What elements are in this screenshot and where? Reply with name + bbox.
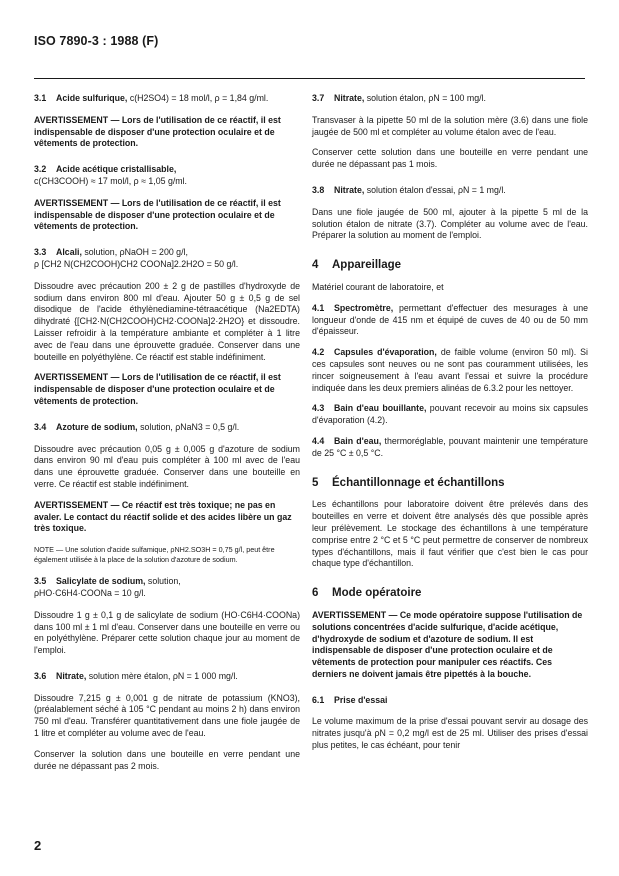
warning-text: AVERTISSEMENT — Lors de l'utilisation de ce réactif, il est indispensable de disposer d'une protection oculaire et de vêtements de protection. (34, 372, 281, 406)
clause-formula: solution étalon d'essai, ρN = 1 mg/l. (366, 184, 506, 195)
clause-formula: solution, (147, 576, 181, 587)
clause-number: 3.3 (34, 247, 47, 258)
section-heading-4 (312, 260, 588, 272)
clause-number: 3.2 (34, 164, 47, 175)
clause-text: pouvant recevoir au moins six capsules d'évaporation (4.2). (312, 403, 588, 426)
clause-title: Nitrate, (334, 93, 365, 103)
left-column (34, 93, 300, 781)
paragraph: Les échantillons pour laboratoire doivent être prélevés dans des bouteilles en verre et doivent être analysés dès que possible après leur prélèvement. Le stockage des échantillons à une température comprise entre 2 °C et 5 °C peut permettre de conserver de nombreux types d'échantillons, mais il faut vérifier que c'est bien le cas pour chaque type d'échantillon. (312, 499, 588, 569)
clause-title: Acide acétique cristallisable, (56, 164, 177, 175)
section-title: Échantillonnage et échantillons (332, 476, 505, 489)
paragraph: Le volume maximum de la prise d'essai pouvant servir au dosage des nitrates jusqu'à ρN = 0,2 mg/l est de 25 ml. Utiliser des prises d'essai plus petites, le cas échéant, pour tenir (312, 716, 588, 751)
paragraph: Dans une fiole jaugée de 500 ml, ajouter à la pipette 5 ml de la solution étalon de nitrate (3.7). Compléter au volume avec de l'eau. Préparer la solution au moment de l'emploi. (312, 206, 588, 241)
clause-formula-2: ρHO·C6H4·COONa = 10 g/l. (34, 587, 146, 598)
section-title: Appareillage (332, 259, 402, 272)
clause-3-6 (34, 671, 300, 683)
clause-number: 3.8 (312, 184, 325, 195)
clause-3-3 (34, 247, 300, 271)
clause-3-8 (312, 185, 588, 197)
clause-number: 4.1 (312, 302, 325, 313)
clause-formula: solution étalon, ρN = 100 mg/l. (366, 93, 486, 103)
clause-formula: c(H2SO4) = 18 mol/l, ρ = 1,84 g/ml. (129, 93, 269, 103)
clause-4-3 (312, 403, 588, 427)
clause-title: Nitrate, (56, 670, 87, 681)
right-column (312, 93, 588, 761)
clause-3-1 (34, 93, 300, 105)
warning-text: AVERTISSEMENT — Lors de l'utilisation de ce réactif, il est indispensable de disposer d'une protection oculaire et de vêtements de protection. (34, 114, 281, 149)
clause-number: 4.4 (312, 435, 325, 446)
clause-3-2 (34, 164, 300, 188)
section-heading-6 (312, 588, 588, 600)
paragraph: Conserver cette solution dans une bouteille en verre pendant une durée ne dépassant pas 1 mois. (312, 147, 588, 170)
note-text: NOTE — Une solution d'acide sulfamique, ρNH2.SO3H = 0,75 g/l, peut être également utilisée à la place de la solution d'azoture de sodium. (34, 545, 275, 564)
clause-number: 3.7 (312, 93, 325, 103)
warning-text: AVERTISSEMENT — Ce réactif est très toxique; ne pas en avaler. Le contact du réactif solide et des acides libère un gaz très toxique. (34, 499, 292, 534)
clause-4-2 (312, 347, 588, 394)
paragraph: Dissoudre 1 g ± 0,1 g de salicylate de sodium (HO·C6H4·COONa) dans 100 ml ± 1 ml d'eau. Conserver dans une bouteille en verre ou en polyéthylène. Préparer cette solution chaque jour au moment de l'emploi. (34, 609, 300, 656)
clause-title: Bain d'eau, (334, 435, 382, 446)
clause-number: 6.1 (312, 694, 325, 705)
clause-number: 3.1 (34, 93, 47, 103)
clause-text: permettant d'effectuer des mesurages à une longueur d'onde de 415 nm et équipé de cuves de 40 ou de 50 mm d'épaisseur. (312, 302, 588, 337)
clause-formula: solution mère étalon, ρN = 1 000 mg/l. (88, 670, 238, 681)
clause-title: Prise d'essai (334, 694, 388, 705)
section-title: Mode opératoire (332, 587, 422, 600)
clause-4-4 (312, 436, 588, 460)
clause-title: Acide sulfurique, (56, 93, 128, 103)
section-number: 4 (312, 259, 319, 272)
clause-4-1 (312, 303, 588, 338)
paragraph: Dissoudre avec précaution 0,05 g ± 0,005 g d'azoture de sodium dans environ 90 ml d'eau puis compléter à 100 ml avec de l'eau dans une éprouvette graduée. Conserver dans une bouteille en verre. Ce réactif est stable indéfiniment. (34, 443, 300, 489)
clause-number: 3.4 (34, 421, 47, 432)
header-rule (34, 78, 585, 79)
clause-number: 4.3 (312, 403, 325, 414)
clause-6-1 (312, 695, 588, 707)
clause-title: Capsules d'évaporation, (334, 347, 437, 358)
document-header: ISO 7890-3 : 1988 (F) (34, 34, 159, 48)
clause-formula: c(CH3COOH) ≈ 17 mol/l, ρ ≈ 1,05 g/ml. (34, 175, 188, 186)
paragraph: Conserver la solution dans une bouteille en verre pendant une durée ne dépassant pas 2 mois. (34, 748, 300, 771)
clause-formula: solution, ρNaOH = 200 g/l, (84, 247, 188, 258)
clause-number: 4.2 (312, 347, 325, 358)
clause-formula-2: ρ [CH2 N(CH2COOH)CH2 COONa]2.2H2O = 50 g/l. (34, 258, 239, 269)
section-heading-5 (312, 478, 588, 490)
clause-text: thermoréglable, pouvant maintenir une température de 25 °C ± 0,5 °C. (312, 435, 589, 458)
paragraph: Dissoudre avec précaution 200 ± 2 g de pastilles d'hydroxyde de sodium dans environ 800 ml d'eau. Ajouter 50 g ± 0,5 g de sel disodique de l'acide éthylènediamine-tétraacétique (Na2EDTA) dihydraté {[CH2·N(CH2COOH)CH2·COONa]2·2H2O} et dissoudre. Laisser refroidir à la température ambiante et compléter à 1 litre avec de l'eau dans une éprouvette graduée. Conserver dans une bouteille en polyéthylène. Ce réactif est stable indéfiniment. (34, 280, 300, 362)
page-number: 2 (34, 838, 42, 853)
clause-title: Bain d'eau bouillante, (334, 403, 427, 414)
clause-text: de faible volume (environ 50 ml). Si ces capsules sont neuves ou ne sont pas couramment utilisées, les rincer soigneusement à l'eau avant l'essai et suivre la procédure indiquée dans les deux premiers alinéas de 6.3.2 pour les nettoyer. (312, 347, 589, 393)
paragraph: Transvaser à la pipette 50 ml de la solution mère (3.6) dans une fiole jaugée de 500 ml et compléter au volume étalon avec de l'eau. (312, 114, 588, 137)
clause-3-5 (34, 576, 300, 600)
clause-title: Azoture de sodium, (56, 421, 138, 432)
paragraph: Dissoudre 7,215 g ± 0,001 g de nitrate de potassium (KNO3), (préalablement séché à 105 °C pendant au moins 2 h) dans environ 750 ml d'eau. Transférer quantitativement dans une fiole jaugée de 1 litre et compléter au volume avec de l'eau. (34, 692, 300, 739)
clause-number: 3.6 (34, 670, 47, 681)
clause-number: 3.5 (34, 576, 47, 587)
section-number: 5 (312, 476, 319, 489)
clause-title: Salicylate de sodium, (56, 576, 146, 587)
warning-text: AVERTISSEMENT — Lors de l'utilisation de ce réactif, il est indispensable de disposer d'une protection oculaire et de vêtements de protection. (34, 197, 281, 232)
paragraph: Matériel courant de laboratoire, et (312, 281, 444, 292)
clause-title: Alcali, (56, 247, 82, 258)
section-number: 6 (312, 587, 319, 600)
clause-formula: solution, ρNaN3 = 0,5 g/l. (140, 421, 240, 432)
clause-3-4 (34, 422, 300, 434)
clause-3-7 (312, 93, 588, 105)
clause-title: Nitrate, (334, 184, 365, 195)
clause-title: Spectromètre, (334, 302, 394, 313)
warning-text: AVERTISSEMENT — Ce mode opératoire suppose l'utilisation de solutions concentrées d'acide sulfurique, d'acide acétique, d'hydroxyde de sodium et d'azoture de sodium. Il est indispensable de disposer d'une protection oculaire et de vêtements de protection pour manipuler ces réactifs. Ces derniers ne doivent jamais être pipettés à la bouche. (312, 609, 583, 679)
